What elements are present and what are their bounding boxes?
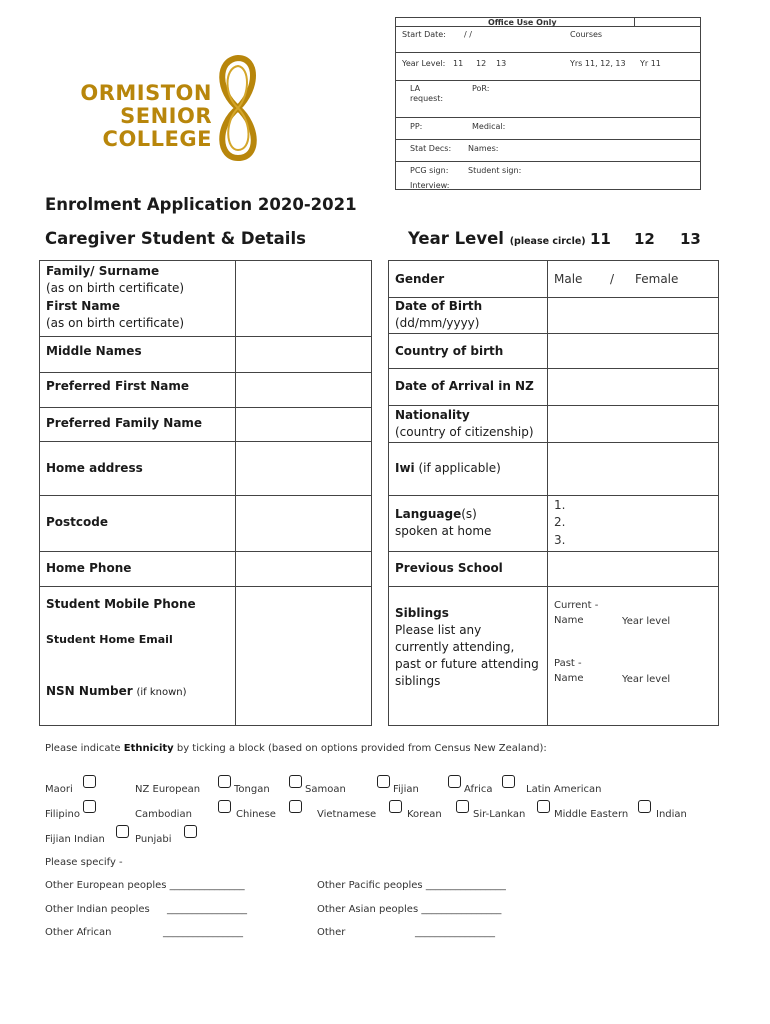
- year-option-11[interactable]: 11: [590, 230, 611, 248]
- year-level-label: Year Level: [408, 229, 504, 248]
- ethnicity-korean-label: Korean: [407, 809, 442, 820]
- other-european-field[interactable]: Other European peoples _______________: [45, 880, 245, 891]
- home-phone-input[interactable]: [236, 552, 372, 586]
- ethnicity-intro-pre: Please indicate: [45, 743, 124, 754]
- gender-label: [395, 271, 444, 288]
- office-use-table: [395, 17, 701, 190]
- nsn-label: [46, 683, 187, 701]
- previous-school-bold: Previous School: [395, 561, 503, 575]
- office-yl-11: 11: [453, 59, 464, 68]
- names-label: Names:: [468, 144, 499, 153]
- ethnicity-tongan-label: Tongan: [234, 784, 270, 795]
- siblings-current-label: Current -: [554, 600, 599, 611]
- please-specify-label: Please specify -: [45, 857, 123, 868]
- logo-infinity-icon: [212, 52, 264, 164]
- logo-line-1: ORMISTON: [80, 81, 212, 105]
- stat-decs-label: Stat Decs:: [410, 144, 452, 153]
- siblings-label: [395, 605, 539, 690]
- language-label: [395, 506, 491, 540]
- siblings-current-year-level: Year level: [622, 616, 671, 627]
- year-option-13[interactable]: 13: [680, 230, 701, 248]
- ethnicity-chinese-checkbox[interactable]: [289, 800, 302, 813]
- ethnicity-maori-label: Maori: [45, 784, 73, 795]
- office-yl-12: 12: [476, 59, 487, 68]
- preferred-first-name-label-bold: Preferred First Name: [46, 379, 190, 393]
- home-address-input[interactable]: [236, 442, 372, 495]
- arrival-date-bold: Date of Arrival in NZ: [395, 379, 534, 393]
- ethnicity-chinese-label: Chinese: [236, 809, 276, 820]
- home-address-label-bold: Home address: [46, 461, 143, 475]
- interview-label: Interview:: [410, 181, 450, 190]
- student-mobile-label: [46, 596, 196, 613]
- country-of-birth-label: [395, 343, 503, 360]
- gender-female-option[interactable]: Female: [635, 272, 679, 286]
- siblings-bold: Siblings: [395, 606, 449, 620]
- other-asian-field[interactable]: Other Asian peoples ________________: [317, 904, 502, 915]
- nationality-bold: Nationality: [395, 408, 470, 422]
- postcode-input[interactable]: [236, 496, 372, 551]
- ethnicity-fijian-indian-label: Fijian Indian: [45, 834, 105, 845]
- first-name-label-sub: (as on birth certificate): [46, 316, 185, 330]
- dob-format: (dd/mm/yyyy): [395, 316, 480, 330]
- language-bold: Language: [395, 507, 462, 521]
- ethnicity-fijian-checkbox[interactable]: [448, 775, 461, 788]
- ethnicity-africa-label: Africa: [464, 784, 493, 795]
- ethnicity-fijian-indian-checkbox[interactable]: [116, 825, 129, 838]
- ethnicity-punjabi-checkbox[interactable]: [184, 825, 197, 838]
- siblings-current-name: Name: [554, 615, 584, 626]
- home-phone-label: [46, 560, 131, 577]
- other-african-label: Other African: [45, 927, 112, 938]
- language-3[interactable]: 3.: [554, 533, 566, 547]
- ethnicity-vietnamese-label: Vietnamese: [317, 809, 377, 820]
- la-request-label: LA request:: [410, 84, 444, 103]
- office-title: Office Use Only: [488, 18, 557, 27]
- preferred-first-name-input[interactable]: [236, 373, 372, 407]
- preferred-family-name-label-bold: Preferred Family Name: [46, 416, 203, 430]
- ethnicity-sri-lankan-checkbox[interactable]: [537, 800, 550, 813]
- other-indian-label: Other Indian peoples: [45, 904, 150, 915]
- ethnicity-nz-european-label: NZ European: [135, 784, 201, 795]
- gender-label-bold: Gender: [395, 272, 445, 286]
- year-option-12[interactable]: 12: [634, 230, 655, 248]
- ethnicity-punjabi-label: Punjabi: [135, 834, 172, 845]
- language-s: (s): [461, 507, 477, 521]
- first-name-label-bold: First Name: [46, 299, 121, 313]
- ethnicity-cambodian-checkbox[interactable]: [218, 800, 231, 813]
- logo-line-3: COLLEGE: [102, 127, 212, 151]
- ethnicity-filipino-checkbox[interactable]: [83, 800, 96, 813]
- iwi-sub: (if applicable): [418, 461, 501, 475]
- nsn-label-sub: (if known): [136, 687, 187, 698]
- office-yl-13: 13: [496, 59, 507, 68]
- ethnicity-intro-post: by ticking a block (based on options provided from Census New Zealand):: [173, 743, 547, 754]
- siblings-line-4: siblings: [395, 674, 441, 688]
- preferred-first-name-label: [46, 378, 189, 395]
- siblings-line-3: past or future attending: [395, 657, 539, 671]
- previous-school-label: [395, 560, 503, 577]
- middle-names-input[interactable]: [236, 337, 372, 372]
- iwi-label: [395, 460, 501, 477]
- ethnicity-filipino-label: Filipino: [45, 809, 80, 820]
- ethnicity-middle-eastern-label: Middle Eastern: [554, 809, 629, 820]
- student-mobile-label-bold: Student Mobile Phone: [46, 597, 196, 611]
- ethnicity-latin-american-label: Latin American: [526, 784, 602, 795]
- ethnicity-nz-european-checkbox[interactable]: [218, 775, 231, 788]
- student-sign-label: Student sign:: [468, 166, 522, 175]
- college-logo: [52, 52, 262, 164]
- middle-names-label-bold: Middle Names: [46, 344, 142, 358]
- country-of-birth-bold: Country of birth: [395, 344, 504, 358]
- language-2[interactable]: 2.: [554, 515, 566, 529]
- language-1[interactable]: 1.: [554, 498, 566, 512]
- nationality-label: [395, 407, 534, 441]
- ethnicity-korean-checkbox[interactable]: [456, 800, 469, 813]
- dob-label-bold: Date of Birth: [395, 299, 483, 313]
- contact-details-input[interactable]: [236, 587, 372, 725]
- ethnicity-intro-bold: Ethnicity: [123, 743, 174, 754]
- siblings-current: [554, 598, 598, 628]
- ethnicity-vietnamese-checkbox[interactable]: [389, 800, 402, 813]
- gender-separator: /: [610, 272, 615, 286]
- ethnicity-africa-checkbox[interactable]: [502, 775, 515, 788]
- language-sub: spoken at home: [395, 524, 492, 538]
- office-yr11: Yr 11: [640, 59, 661, 68]
- postcode-label-bold: Postcode: [46, 515, 109, 529]
- first-name-label: [46, 298, 184, 332]
- start-date-label: Start Date:: [402, 30, 446, 39]
- student-email-label: [46, 631, 173, 648]
- student-details-table-left: [39, 260, 372, 726]
- start-date-slashes: / /: [464, 30, 472, 39]
- ethnicity-samoan-checkbox[interactable]: [377, 775, 390, 788]
- courses-label: Courses: [570, 30, 603, 39]
- page-title: Enrolment Application 2020-2021: [45, 195, 357, 214]
- siblings-past-year-level: Year level: [622, 674, 671, 685]
- ethnicity-middle-eastern-checkbox[interactable]: [638, 800, 651, 813]
- preferred-family-name-input[interactable]: [236, 408, 372, 441]
- logo-wordmark: [52, 82, 212, 151]
- other-indian-field[interactable]: ________________: [167, 904, 247, 915]
- medical-label: Medical:: [472, 122, 506, 131]
- ethnicity-sri-lankan-label: Sir-Lankan: [473, 809, 526, 820]
- dob-label: [395, 298, 482, 332]
- arrival-date-label: [395, 378, 534, 395]
- siblings-past: [554, 656, 584, 686]
- ethnicity-cambodian-label: Cambodian: [135, 809, 192, 820]
- student-details-table-right: [388, 260, 719, 726]
- logo-line-2: SENIOR: [120, 104, 212, 128]
- siblings-line-2: currently attending,: [395, 640, 515, 654]
- ethnicity-indian-label: Indian: [656, 809, 687, 820]
- home-address-label: [46, 460, 143, 477]
- other-pacific-field[interactable]: Other Pacific peoples ________________: [317, 880, 506, 891]
- ethnicity-samoan-label: Samoan: [305, 784, 346, 795]
- siblings-past-label: Past -: [554, 658, 582, 669]
- siblings-line-1: Please list any: [395, 623, 482, 637]
- year-level-heading: [408, 229, 586, 248]
- preferred-family-name-label: [46, 415, 202, 432]
- section-title: Caregiver Student & Details: [45, 229, 306, 248]
- home-phone-label-bold: Home Phone: [46, 561, 132, 575]
- other-field[interactable]: ________________: [415, 927, 495, 938]
- year-level-hint: (please circle): [509, 236, 586, 247]
- pp-label: PP:: [410, 122, 423, 131]
- office-yrs: Yrs 11, 12, 13: [570, 59, 626, 68]
- ethnicity-intro: [45, 743, 547, 754]
- student-email-label-bold: Student Home Email: [46, 633, 173, 646]
- gender-male-option[interactable]: Male: [554, 272, 583, 286]
- surname-label-bold: Family/ Surname: [46, 264, 160, 278]
- other-label: Other: [317, 927, 346, 938]
- ethnicity-fijian-label: Fijian: [393, 784, 419, 795]
- iwi-bold: Iwi: [395, 461, 415, 475]
- pcg-sign-label: PCG sign:: [410, 166, 449, 175]
- nsn-label-bold: NSN Number: [46, 684, 133, 698]
- other-african-field[interactable]: ________________: [163, 927, 243, 938]
- por-label: PoR:: [472, 84, 490, 93]
- office-year-level-label: Year Level:: [402, 59, 446, 68]
- surname-label-sub: (as on birth certificate): [46, 281, 185, 295]
- postcode-label: [46, 514, 108, 531]
- surname-input[interactable]: [236, 261, 372, 336]
- siblings-past-name: Name: [554, 673, 584, 684]
- middle-names-label: [46, 343, 142, 360]
- ethnicity-maori-checkbox[interactable]: [83, 775, 96, 788]
- nationality-sub: (country of citizenship): [395, 425, 534, 439]
- surname-label: [46, 263, 184, 297]
- ethnicity-tongan-checkbox[interactable]: [289, 775, 302, 788]
